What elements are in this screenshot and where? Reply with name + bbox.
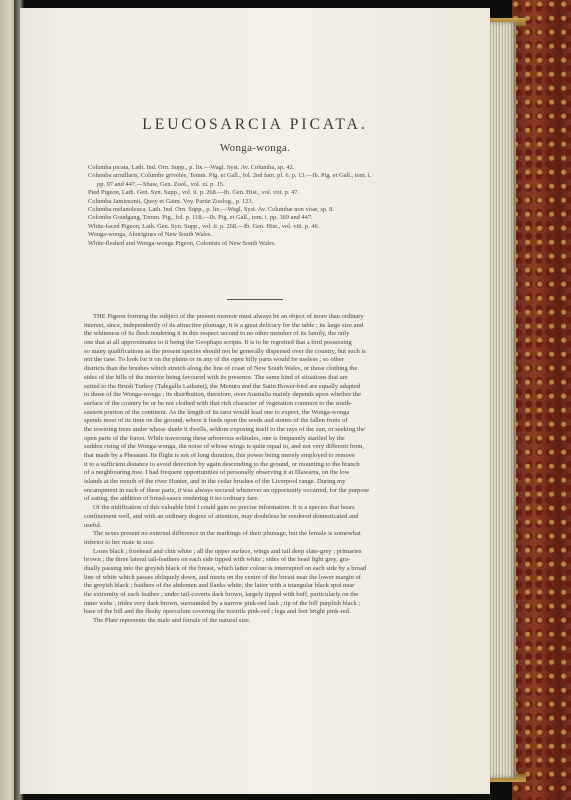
body-line: eastern portion of the continent. As the length of its tarsi would lead one to expect, the Wonga-wonga bbox=[84, 408, 350, 416]
synonym-line: Wonga-wonga, Aborigines of New South Wales. bbox=[88, 231, 212, 239]
body-line: sudden rising of the Wonga-wonga, the noise of whose wings is quite equal to, and not very different from, bbox=[84, 443, 365, 451]
body-line: not the case. To look for it on the plains or in any of the open hilly parts would be useless ; so other bbox=[84, 356, 344, 364]
synonym-line: pp. 97 and 447.—Shaw, Gen. Zool., vol. xi. p. 15. bbox=[97, 180, 225, 188]
page-subtitle: Wonga-wonga. bbox=[219, 142, 291, 154]
body-line: the towering trees under whose shade it dwells, seldom exposing itself to the rays of the sun, or seeking the bbox=[84, 425, 365, 433]
synonym-line: Columba armillaris, Columbe grivelée, Temm. Pig. et Gall., fol. 2nd fam. pl. 6. p. 13.—Ib. Pig. et Gall., tom. i. bbox=[88, 172, 372, 180]
body-line: brown ; the three lateral tail-feathers on each side tipped with white ; sides of the head light grey, gra- bbox=[84, 556, 351, 564]
body-line: sides of the hills of the interior being favoured with its presence. The same kind of situations that are bbox=[84, 373, 348, 381]
body-line: open parts of the forest. While traversing these arboreous solitudes, one is frequently startled by the bbox=[84, 434, 345, 442]
body-line: The Plate represents the male and female of the natural size. bbox=[93, 617, 251, 625]
section-divider bbox=[227, 299, 283, 300]
book-page bbox=[20, 8, 490, 794]
body-line: surface of the country be or be not clothed with that rich character of vegetation common to the south- bbox=[84, 399, 352, 407]
synonym-line: Columba melanoleuca, Lath. Ind. Orn. Supp., p. lix.—Wagl. Syst. Av. Columbæ non visæ, sp. 8. bbox=[88, 206, 335, 214]
body-line: one that at all approximates to it being the Geophaps scripta. It is to be regretted that a bird possessing bbox=[84, 339, 352, 347]
body-line: the whiteness of its flesh rendering it in this respect second to no other member of its family, the only bbox=[84, 330, 350, 338]
body-line: of eating, the addition of bread-sauce rendering it no ordinary fare. bbox=[84, 495, 259, 503]
body-line: districts than the brushes which stretch along the line of coast of New South Wales, or those clothing the bbox=[84, 365, 358, 373]
body-line: it to a sufficient distance to avoid detection by again descending to the ground, or mounting to the branch bbox=[84, 460, 360, 468]
body-line: islands at the mouth of the river Hunter, and in the cedar brushes of the Liverpool range. During my bbox=[84, 478, 346, 486]
body-line: Of the nidification of this valuable bird I could gain no precise information. It is a species that bears bbox=[93, 504, 355, 512]
synonym-line: White-faced Pigeon, Lath. Gen. Syn. Supp., vol. ii. p. 268.—Ib. Gen. Hist., vol. viii. p. 46. bbox=[88, 222, 320, 230]
body-line: encampment in each of these parts, it was always secured whenever an opportunity occurred, for the purpose bbox=[84, 486, 370, 494]
body-text bbox=[84, 313, 489, 626]
body-line: suited to the Brush Turkey (Talegalla Lathami), the Menura and the Satin Bower-bird are equally adapted bbox=[84, 382, 361, 390]
body-line: the greyish black ; feathers of the abdomen and flanks white, the latter with a triangular black spot near bbox=[84, 582, 355, 590]
body-line: inferior to her mate in size. bbox=[84, 538, 155, 546]
body-line: dually passing into the greyish black of the breast, which latter colour is interrupted on each side by a broad bbox=[84, 564, 367, 572]
synonym-line: Colombe Goudgang, Temm. Pig., fol. p. 118.—Ib. Pig. et Gall., tom. i. pp. 369 and 447. bbox=[88, 214, 313, 222]
body-line: useful. bbox=[84, 521, 102, 529]
page-title: LEUCOSARCIA PICATA. bbox=[142, 116, 368, 133]
synonym-line: Columba picata, Lath. Ind. Orn. Supp., p. lix.—Wagl. Syst. Av. Columba, sp. 42. bbox=[88, 164, 295, 171]
body-line: base of the bill and the fleshy operculum covering the nostrils pink-red ; legs and feet bright pink-red. bbox=[84, 608, 351, 616]
body-line: THE Pigeon forming the subject of the present memoir must always be an object of more than ordinary bbox=[93, 313, 364, 320]
body-line: inner webs ; irides very dark brown, surrounded by a narrow pink-red lash ; tip of the bill purplish black ; bbox=[84, 599, 361, 607]
synonym-line: Columba Jamiesonii, Quoy et Gaim. Voy. Partie Zoolog., p. 123. bbox=[88, 197, 254, 205]
body-line: that made by a Pheasant. Its flight is not of long duration, this power being merely employed to remove bbox=[84, 452, 355, 459]
body-line: the extremity of each feather ; under tail-coverts dark brown, largely tipped with buff, particularly on the bbox=[84, 591, 359, 598]
body-line: interest, since, independently of its attractive plumage, it is a great delicacy for the table ; its large size and bbox=[84, 321, 364, 329]
page-block-edges bbox=[486, 22, 516, 778]
body-line: The sexes present no external difference in the markings of their plumage, but the female is somewhat bbox=[93, 530, 361, 538]
body-line: so many qualifications as the present species should not be generally dispersed over the country, but such is bbox=[84, 347, 366, 355]
body-line: Lores black ; forehead and chin white ; all the upper surface, wings and tail deep slate-grey ; primaries bbox=[93, 547, 362, 555]
body-line: line of white which passes obliquely down, and meets on the centre of the breast near the lower margin of bbox=[84, 573, 361, 581]
body-line: confinement well, and with an ordinary degree of attention, may doubtless be rendered domesticated and bbox=[84, 512, 359, 520]
synonymy-block bbox=[88, 164, 488, 248]
body-line: of a neighbouring tree. I had frequent opportunities of personally observing it at Illawarra, on the low bbox=[84, 469, 350, 477]
body-line: spends most of its time on the ground, where it feeds upon the seeds and stones of the fallen fruits of bbox=[84, 417, 348, 425]
synonym-line: Pied Pigeon, Lath. Gen. Syn. Supp., vol. ii. p. 268.—Ib. Gen. Hist., vol. viii. p. 47. bbox=[88, 189, 300, 197]
synonym-line: White-fleshed and Wonga-wonga Pigeon, Colonists of New South Wales. bbox=[88, 239, 276, 247]
book-cover-edge bbox=[512, 0, 571, 800]
body-line: to those of the Wonga-wonga ; its distribution, therefore, over Australia mainly depends upon whether the bbox=[84, 391, 361, 399]
